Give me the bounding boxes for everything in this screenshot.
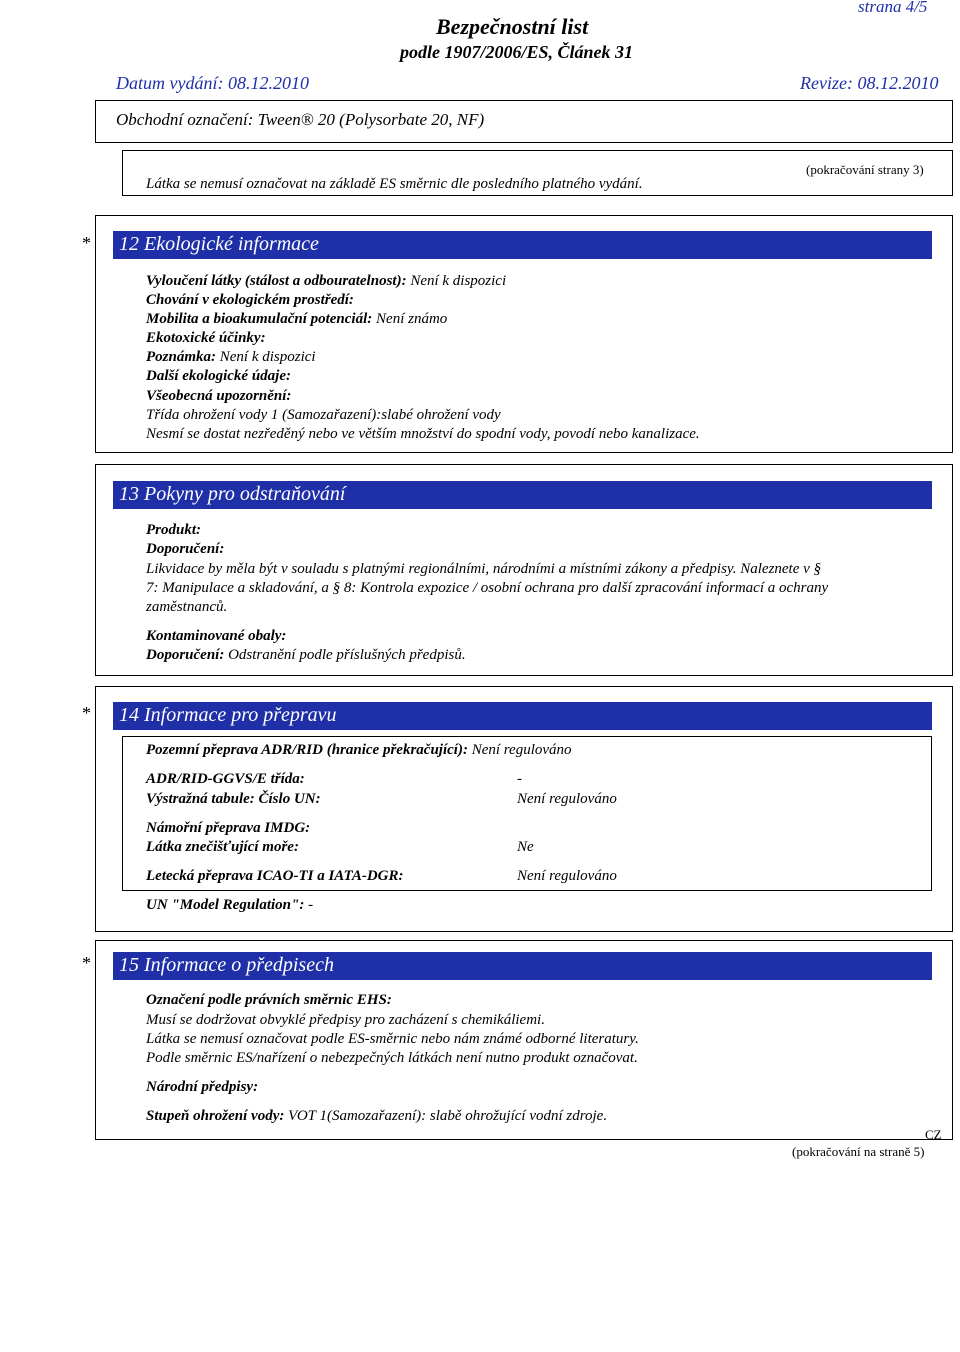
air-transport-label: Letecká přeprava ICAO-TI a IATA-DGR: [146, 868, 404, 884]
packaging-row [146, 647, 466, 664]
disposal-text-3: zaměstnanců. [146, 599, 228, 615]
labelling-note: Látka se nemusí označovat na základě ES směrnic dle posledního platného vydání. [146, 176, 643, 192]
behaviour-label: Chování v ekologickém prostředí: [146, 292, 354, 308]
water-hazard-label: Stupeň ohrožení vody: [146, 1108, 285, 1124]
un-number-value: Není regulováno [517, 791, 617, 807]
air-transport-value: Není regulováno [517, 868, 617, 884]
revision-date: Revize: 08.12.2010 [800, 73, 939, 93]
other-eco-label: Další ekologické údaje: [146, 368, 291, 384]
regulation-line-3: Podle směrnic ES/nařízení o nebezpečných látkách není nutno produkt označovat. [146, 1050, 638, 1066]
land-transport-label: Pozemní přeprava ADR/RID (hranice překračující): [146, 742, 468, 758]
change-marker: * [82, 233, 91, 253]
change-marker: * [82, 703, 91, 723]
section-12-heading: 12 Ekologické informace [113, 231, 932, 259]
ehs-label: Označení podle právních směrnic EHS: [146, 992, 392, 1008]
mobility-value: Není známo [372, 311, 448, 327]
continuation-from: (pokračování strany 3) [806, 162, 924, 177]
un-number-label: Výstražná tabule: Číslo UN: [146, 791, 321, 807]
disposal-text-1: Likvidace by měla být v souladu s platnými regionálními, národními a místními zákony a předpisy. Naleznete v § [146, 561, 822, 577]
disposal-text-2: 7: Manipulace a skladování, a § 8: Kontrola expozice / osobní ochrana pro další zpracování informací a ochrany [146, 580, 829, 596]
marine-pollutant-value: Ne [517, 839, 534, 855]
marine-pollutant-label: Látka znečišťující moře: [146, 839, 299, 855]
continued-note: (pokračování na straně 5) [792, 1144, 925, 1159]
change-marker: * [82, 953, 91, 973]
sea-transport-label: Námořní přeprava IMDG: [146, 820, 311, 836]
section-13-heading: 13 Pokyny pro odstraňování [113, 481, 932, 509]
mobility-label: Mobilita a bioakumulační potenciál: [146, 311, 373, 327]
model-regulation-row [146, 897, 313, 914]
section-15-heading: 15 Informace o předpisech [113, 952, 932, 980]
persistence-row [146, 273, 506, 290]
ecotox-label: Ekotoxické účinky: [146, 330, 266, 346]
drainage-warning: Nesmí se dostat nezředěný nebo ve větším množství do spodní vody, povodí nebo kanalizace. [146, 426, 700, 442]
regulation-line-1: Musí se dodržovat obvyklé předpisy pro zacházení s chemikáliemi. [146, 1012, 545, 1028]
national-regulations-label: Národní předpisy: [146, 1079, 259, 1095]
packaging-rec-value: Odstranění podle příslušných předpisů. [224, 647, 466, 663]
page-number: strana 4/5 [858, 0, 928, 16]
product-label: Produkt: [146, 522, 202, 538]
packaging-label: Kontaminované obaly: [146, 628, 287, 644]
note-value: Není k dispozici [216, 349, 316, 365]
recommendation-label: Doporučení: [146, 541, 225, 557]
model-regulation-label: UN "Model Regulation": [146, 897, 305, 913]
persistence-label: Vyloučení látky (stálost a odbouratelnost): [146, 273, 407, 289]
adr-class-value: - [517, 771, 522, 787]
section-14-heading: 14 Informace pro přepravu [113, 702, 932, 730]
note-row [146, 349, 316, 366]
issue-date: Datum vydání: 08.12.2010 [116, 73, 309, 93]
country-code: CZ [925, 1127, 942, 1142]
packaging-rec-label: Doporučení: [146, 647, 225, 663]
land-transport-value: Není regulováno [467, 742, 572, 758]
adr-class-label: ADR/RID-GGVS/E třída: [146, 771, 305, 787]
water-hazard-row [146, 1108, 607, 1125]
general-notes-label: Všeobecná upozornění: [146, 388, 292, 404]
mobility-row [146, 311, 447, 328]
persistence-value: Není k dispozici [406, 273, 507, 289]
land-transport-row [146, 742, 572, 759]
document-subtitle: podle 1907/2006/ES, Článek 31 [400, 42, 634, 62]
trade-name: Obchodní označení: Tween® 20 (Polysorbate 20, NF) [116, 110, 485, 129]
regulation-line-2: Látka se nemusí označovat podle ES-směrnic nebo nám známé odborné literatury. [146, 1031, 639, 1047]
water-hazard-value: VOT 1(Samozařazení): slabě ohrožující vodní zdroje. [284, 1108, 608, 1124]
model-regulation-value: - [304, 897, 314, 913]
water-hazard-class: Třída ohrožení vody 1 (Samozařazení):slabé ohrožení vody [146, 407, 501, 423]
note-label: Poznámka: [146, 349, 217, 365]
document-title: Bezpečnostní list [436, 14, 589, 39]
